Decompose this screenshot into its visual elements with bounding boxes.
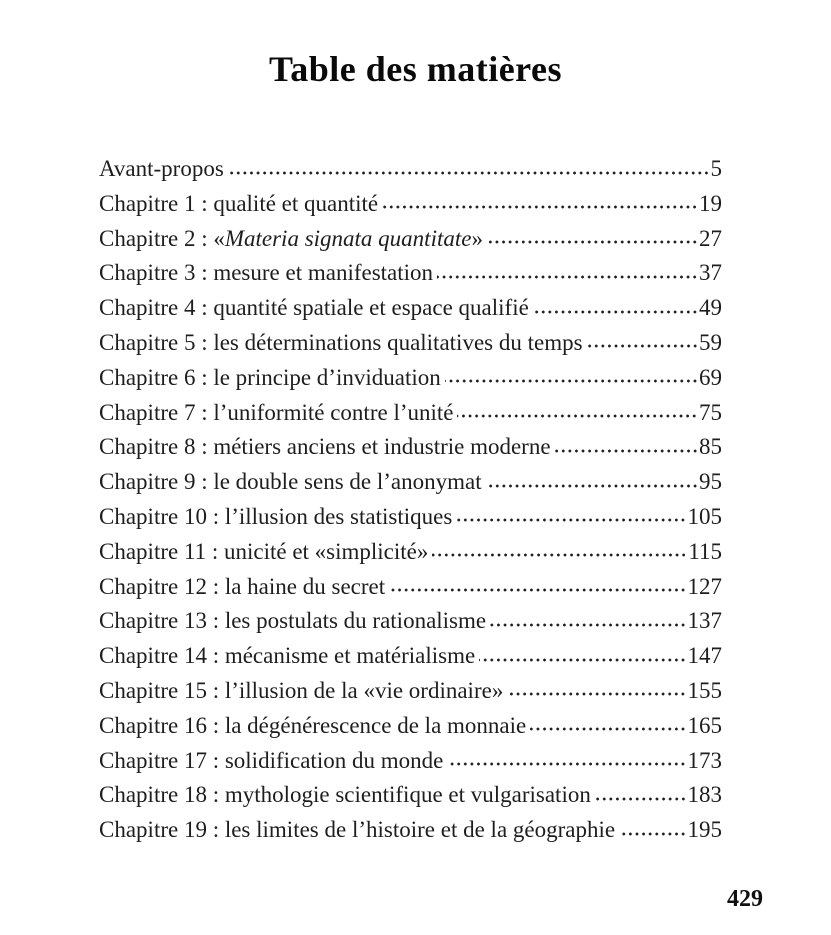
toc-entry-page: 155 xyxy=(687,677,722,703)
toc-entry-label: Chapitre 18 : mythologie scientifique et vulgarisation xyxy=(99,782,591,808)
toc-dot-leader xyxy=(432,544,687,559)
toc-entry xyxy=(99,639,722,674)
toc-dot-leader xyxy=(445,370,698,385)
toc-entry-page: 37 xyxy=(699,260,722,286)
toc-entry-page: 115 xyxy=(688,538,722,564)
toc-entry xyxy=(99,813,722,848)
toc-dot-leader xyxy=(533,300,698,315)
toc-dot-leader xyxy=(530,718,686,733)
toc-entry-page: 69 xyxy=(699,364,722,390)
toc-entry-page: 49 xyxy=(699,295,722,321)
toc-entry xyxy=(99,430,722,465)
toc-entry-label: Chapitre 8 : métiers anciens et industrie moderne xyxy=(99,434,551,460)
toc-entry-page: 147 xyxy=(687,643,722,669)
toc-entry xyxy=(99,778,722,813)
toc-entry xyxy=(99,604,722,639)
toc-entry-label: Chapitre 1 : qualité et quantité xyxy=(99,190,379,216)
toc-entry-page: 137 xyxy=(687,608,722,634)
toc-entry-label: Chapitre 17 : solidification du monde xyxy=(99,747,444,773)
toc-entry xyxy=(99,152,722,187)
toc-dot-leader xyxy=(619,822,686,837)
toc-dot-leader xyxy=(437,265,698,280)
toc-entry xyxy=(99,570,722,605)
toc-dot-leader xyxy=(490,613,686,628)
toc-entry-page: 5 xyxy=(710,156,722,181)
toc-dot-leader xyxy=(457,405,698,420)
toc-entry-label: Chapitre 6 : le principe d’inviduation xyxy=(99,364,441,390)
toc-entry xyxy=(99,465,722,500)
toc-entry xyxy=(99,709,722,744)
toc-entry-page: 105 xyxy=(687,503,722,529)
toc-entry xyxy=(99,535,722,570)
toc-entry-page: 59 xyxy=(699,329,722,355)
toc-dot-leader xyxy=(447,753,686,768)
toc-dot-leader xyxy=(595,787,687,802)
toc-dot-leader xyxy=(486,474,698,489)
toc-dot-leader xyxy=(456,509,686,524)
toc-entry-page: 75 xyxy=(699,399,722,425)
page-title: Table des matières xyxy=(269,49,562,89)
toc-entry-label: Chapitre 4 : quantité spatiale et espace qualifié xyxy=(99,295,529,321)
toc-dot-leader xyxy=(507,683,686,698)
toc-entry xyxy=(99,291,722,326)
toc-entry xyxy=(99,326,722,361)
footer-page-number: 429 xyxy=(727,886,763,912)
toc-entry-page: 27 xyxy=(699,225,722,251)
toc-entry xyxy=(99,256,722,291)
toc-entry-label: Chapitre 7 : l’uniformité contre l’unité xyxy=(99,399,454,425)
toc-entry xyxy=(99,222,722,257)
toc-entry-label: Avant-propos xyxy=(99,156,224,181)
toc-entry xyxy=(99,396,722,431)
toc-entry xyxy=(99,744,722,779)
toc-dot-leader xyxy=(389,579,686,594)
toc-entry-label: Chapitre 14 : mécanisme et matérialisme xyxy=(99,643,476,669)
toc-entry-page: 195 xyxy=(687,817,722,843)
toc-entry xyxy=(99,361,722,396)
toc-entry-label: Chapitre 12 : la haine du secret xyxy=(99,573,386,599)
toc-entry-label: Chapitre 5 : les déterminations qualitatives du temps xyxy=(99,329,583,355)
toc-entry-page: 19 xyxy=(699,190,722,216)
toc-entry-label: Chapitre 3 : mesure et manifestation xyxy=(99,260,434,286)
toc-entry-label: Chapitre 19 : les limites de l’histoire et de la géographie xyxy=(99,817,616,843)
toc-list xyxy=(99,152,722,848)
toc-entry-label: Chapitre 11 : unicité et «simplicité» xyxy=(99,538,429,564)
toc-entry-page: 183 xyxy=(687,782,722,808)
toc-entry-label: Chapitre 15 : l’illusion de la «vie ordinaire» xyxy=(99,677,504,703)
toc-entry-page: 95 xyxy=(699,469,722,495)
toc-dot-leader xyxy=(479,648,686,663)
toc-dot-leader xyxy=(487,231,698,246)
toc-entry-label: Chapitre 16 : la dégénérescence de la monnaie xyxy=(99,712,527,738)
toc-entry xyxy=(99,500,722,535)
toc-entry-page: 85 xyxy=(699,434,722,460)
toc-entry-label: Chapitre 10 : l’illusion des statistiques xyxy=(99,503,453,529)
toc-entry-page: 173 xyxy=(687,747,722,773)
toc-dot-leader xyxy=(382,196,698,211)
toc-dot-leader xyxy=(587,335,698,350)
toc-entry-label: Chapitre 9 : le double sens de l’anonymat xyxy=(99,469,482,495)
toc-entry xyxy=(99,187,722,222)
toc-dot-leader xyxy=(555,439,698,454)
toc-entry-label: Chapitre 2 : «Materia signata quantitate» xyxy=(99,225,483,251)
toc-entry-page: 165 xyxy=(687,712,722,738)
toc-entry-label: Chapitre 13 : les postulats du rationalisme xyxy=(99,608,487,634)
toc-dot-leader xyxy=(228,161,710,176)
toc-entry xyxy=(99,674,722,709)
toc-entry-page: 127 xyxy=(687,573,722,599)
